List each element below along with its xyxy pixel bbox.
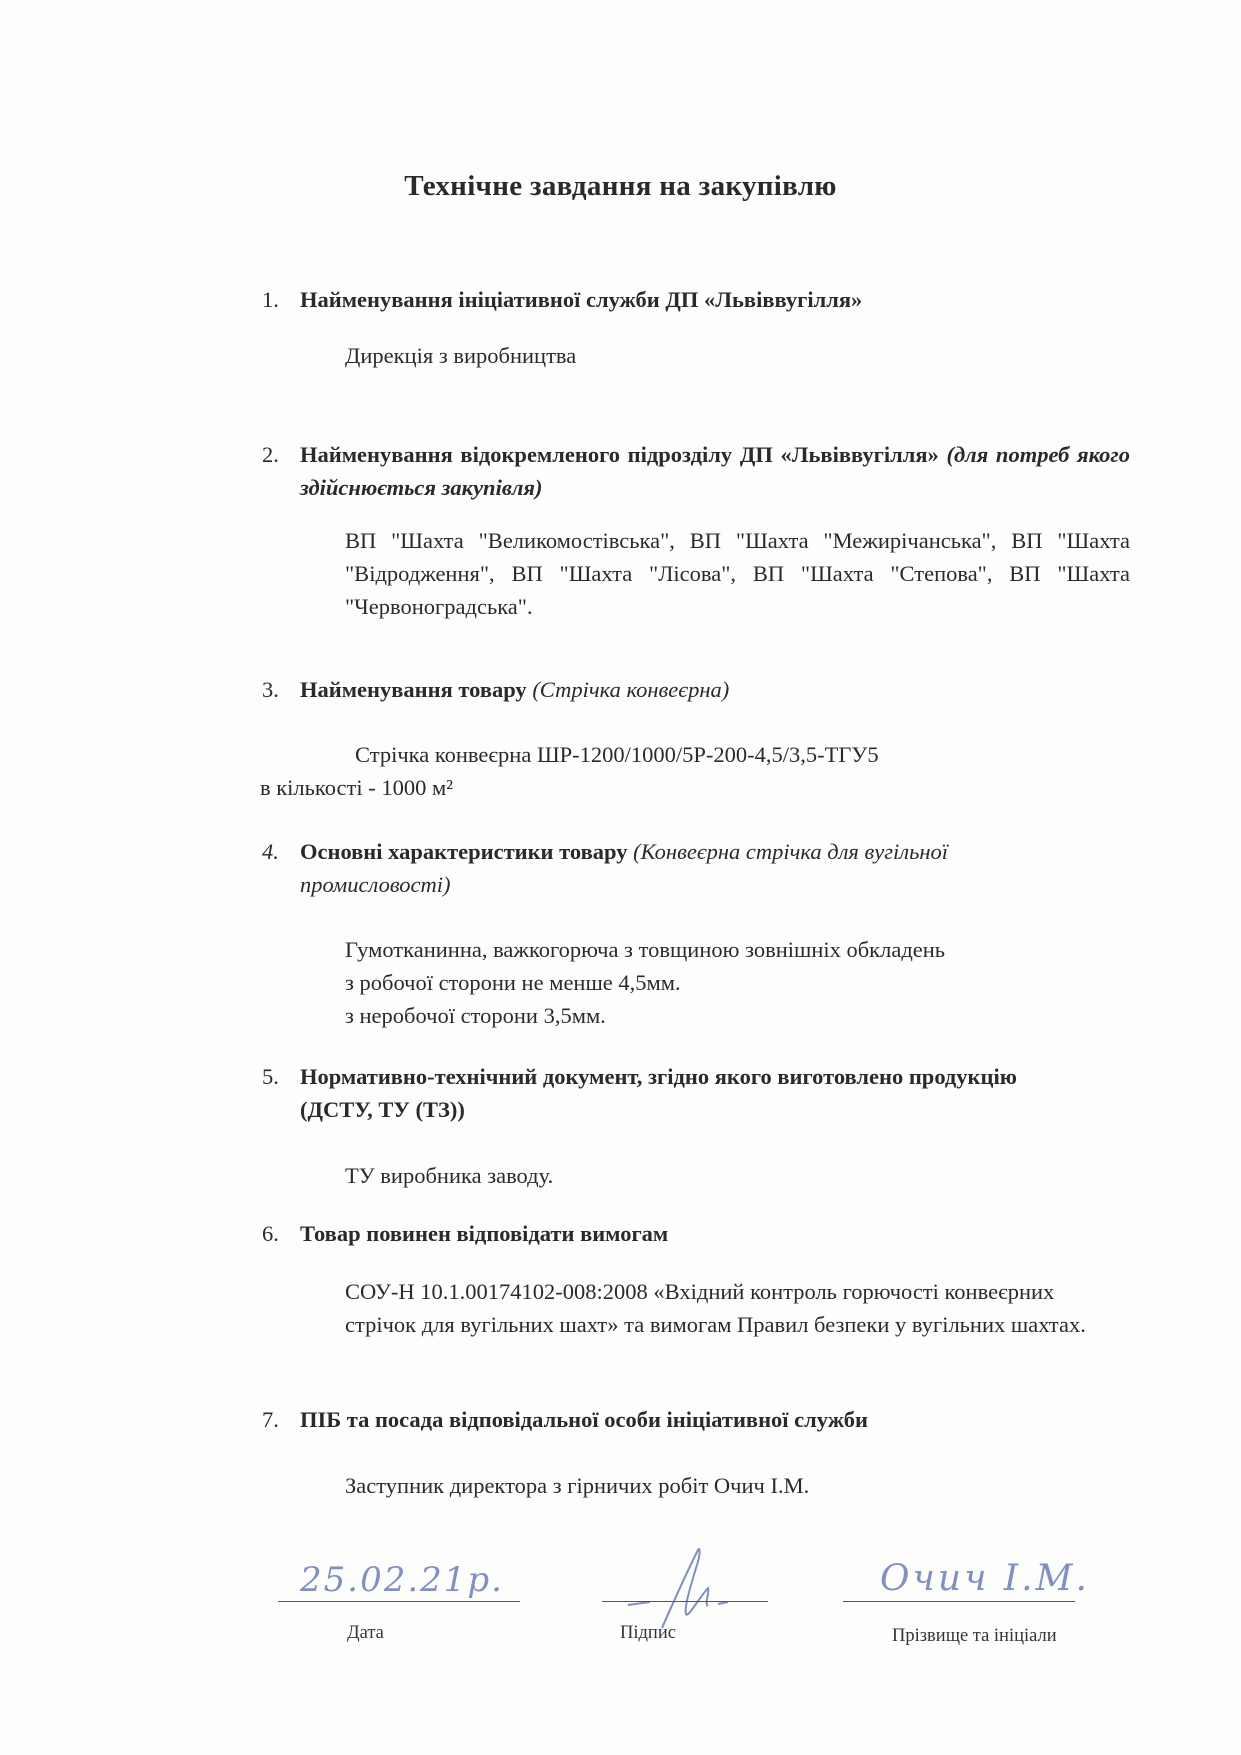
section-hint: (для потреб якого здійснюється закупівля) — [300, 442, 1130, 500]
section-1 — [262, 283, 1130, 372]
section-title: Нормативно-технічний документ, згідно якого виготовлено продукцію (ДСТУ, ТУ (ТЗ)) — [300, 1064, 1017, 1122]
section-6 — [262, 1217, 1130, 1341]
section-body — [345, 524, 1130, 623]
section-text: ВП "Шахта "Великомостівська", ВП "Шахта "Межирічанська", ВП "Шахта "Відродження", ВП "Шахта "Лісова", ВП "Шахта "Степова", ВП "Шахта "Червоноградська". — [345, 528, 1130, 619]
section-text: Заступник директора з гірничих робіт Очич І.М. — [345, 1473, 810, 1498]
section-text: ТУ виробника заводу. — [345, 1163, 554, 1188]
section-number: 4. — [262, 839, 279, 864]
date-handwritten: 25.02.21р. — [300, 1560, 504, 1600]
section-body — [345, 1469, 1130, 1502]
section-text: Дирекція з виробництва — [345, 343, 577, 368]
name-caption: Прізвище та ініціали — [892, 1626, 1057, 1646]
section-heading — [262, 1403, 1130, 1436]
section-text: Стрічка конвеєрна ШР-1200/1000/5Р-200-4,5/3,5-ТГУ5 — [355, 742, 879, 767]
section-5 — [262, 1060, 1130, 1192]
section-hint: (Стрічка конвеєрна) — [532, 677, 730, 702]
section-body — [260, 738, 1130, 804]
section-number: 3. — [262, 677, 279, 702]
section-title: Товар повинен відповідати вимогам — [300, 1221, 669, 1246]
section-text: Гумотканинна, важкогорюча з товщиною зовнішніх обкладень — [345, 937, 946, 962]
section-7 — [262, 1403, 1130, 1502]
section-heading — [262, 438, 1130, 504]
signature-caption: Підпис — [620, 1623, 676, 1643]
section-body — [345, 1159, 1130, 1192]
section-text: СОУ-Н 10.1.00174102-008:2008 «Вхідний контроль горючості конвеєрних стрічок для вугільних шахт» та вимогам Правил безпеки у вугільних шахтах. — [345, 1279, 1086, 1337]
section-title: Найменування ініціативної служби ДП «Львіввугілля» — [300, 287, 863, 312]
section-heading — [262, 673, 1130, 706]
section-title: ПІБ та посада відповідальної особи ініціативної служби — [300, 1407, 868, 1432]
section-number: 7. — [262, 1407, 279, 1432]
section-title: Основні характеристики товару — [300, 839, 628, 864]
section-number: 5. — [262, 1064, 279, 1089]
section-title: Найменування відокремленого підрозділу ДП «Львіввугілля» — [300, 442, 939, 467]
name-line — [843, 1601, 1075, 1602]
section-3 — [260, 673, 1130, 804]
section-4 — [262, 835, 1130, 1032]
section-text: з робочої сторони не менше 4,5мм. — [345, 970, 681, 995]
section-title: Найменування товару — [300, 677, 527, 702]
section-body — [345, 1275, 1115, 1341]
signature-line — [602, 1601, 768, 1602]
section-heading — [262, 283, 1130, 316]
date-caption: Дата — [347, 1623, 384, 1643]
section-body — [345, 933, 1130, 1032]
date-line — [278, 1601, 520, 1602]
name-handwritten: Очич І.М. — [880, 1558, 1090, 1599]
document-title: Технічне завдання на закупівлю — [404, 170, 837, 202]
section-text: з неробочої сторони 3,5мм. — [345, 1003, 606, 1028]
section-heading — [262, 835, 1070, 901]
section-hint: (Конвеєрна стрічка для вугільної промисловості) — [300, 839, 949, 897]
section-body — [345, 339, 1130, 372]
section-number: 1. — [262, 287, 279, 312]
signature-block — [0, 1540, 1241, 1680]
section-number: 6. — [262, 1221, 279, 1246]
section-text: в кількості - 1000 м² — [260, 775, 453, 800]
section-heading — [262, 1217, 1130, 1250]
section-2 — [262, 438, 1130, 623]
section-number: 2. — [262, 442, 279, 467]
section-heading — [262, 1060, 1060, 1126]
